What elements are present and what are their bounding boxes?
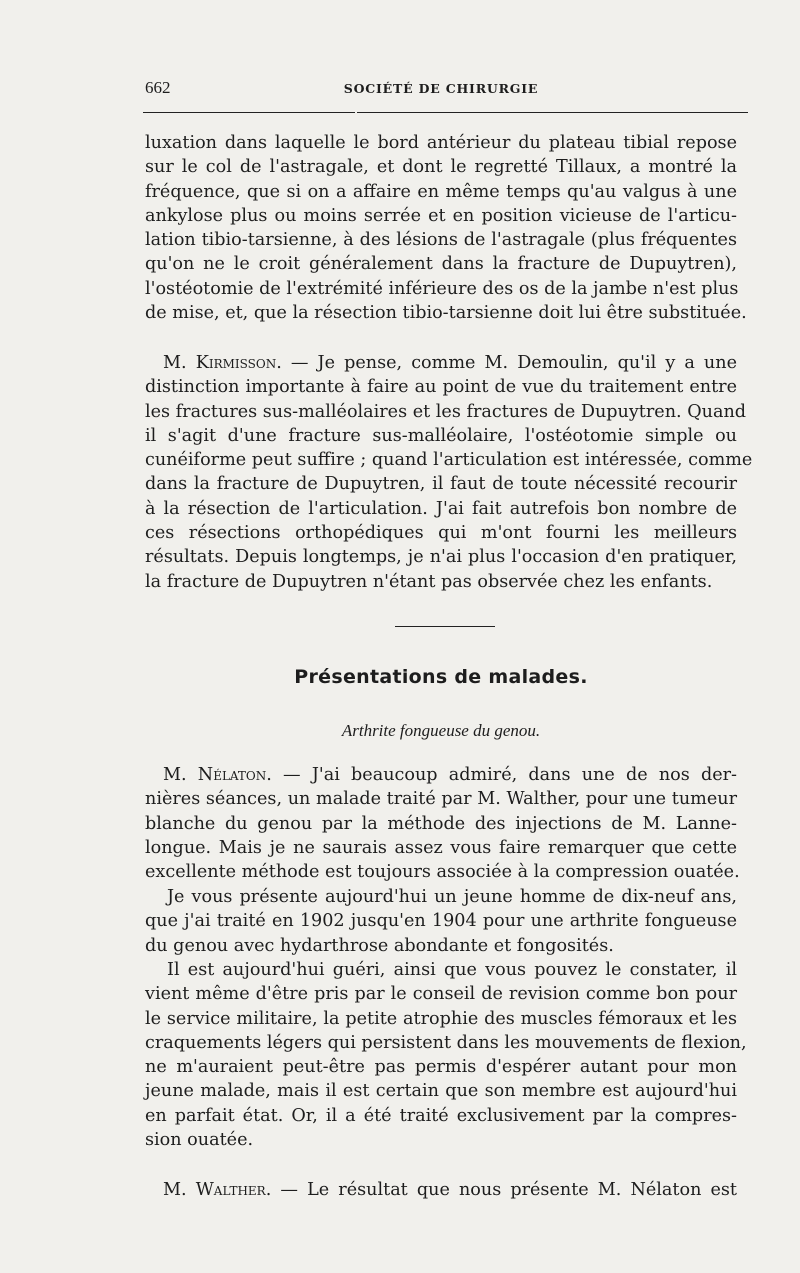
text-line: sur le col de l'astragale, et dont le regretté Tillaux, a montré la [145,157,737,178]
paragraph-kirmisson [145,351,753,594]
paragraph-result [145,958,747,1152]
text-line: Je vous présente aujourd'hui un jeune homme de dix-neuf ans, [167,887,737,907]
text-line: du genou avec hydarthrose abondante et fongosités. [145,935,614,956]
text-line: résultats. Depuis longtemps, je n'ai plus l'occasion d'en pratiquer, [145,547,737,568]
header-rule-right [357,112,748,113]
text-line: il s'agit d'une fracture sus-malléolaire, l'ostéotomie simple ou [145,425,737,446]
paragraph-patient [145,885,737,958]
paragraph-walther [145,1178,737,1202]
running-header [145,78,737,102]
header-rule-left [143,112,355,113]
text-line: luxation dans laquelle le bord antérieur du plateau tibial repose [145,133,737,153]
section-subtitle: Arthrite fongueuse du genou. [341,721,541,740]
text-fragment: . — Le résultat que nous présente M. Nélaton est [265,1180,738,1200]
text-line: jeune malade, mais il est certain que son membre est aujourd'hui [145,1081,737,1102]
text-line-first [145,351,737,375]
text-line: ces résections orthopédiques qui m'ont fourni les meilleurs [145,523,737,544]
text-line: que j'ai traité en 1902 jusqu'en 1904 pour une arthrite fongueuse [145,911,737,932]
text-line: excellente méthode est toujours associée à la compression ouatée. [145,862,740,883]
speaker-prefix: M. [163,1180,196,1200]
text-line: fréquence, que si on a affaire en même temps qu'au valgus à une [145,181,737,202]
text-line: le service militaire, la petite atrophie des muscles fémoraux et les [145,1008,737,1029]
text-line: cunéiforme peut suffire ; quand l'articulation est intéressée, comme [145,450,753,471]
text-line: ne m'auraient peut-être pas permis d'espérer autant pour mon [145,1057,737,1078]
text-line: à la résection de l'articulation. J'ai fait autrefois bon nombre de [145,498,737,519]
text-fragment: . — J'ai beaucoup admiré, dans une de nos der- [266,765,737,785]
text-line: nières séances, un malade traité par M. Walther, pour une tumeur [145,789,737,810]
text-line: l'ostéotomie de l'extrémité inférieure des os de la jambe n'est plus [145,278,739,299]
text-line: de mise, et, que la résection tibio-tarsienne doit lui être substituée. [145,303,747,324]
text-line: qu'on ne le croit généralement dans la fracture de Dupuytren), [145,254,737,275]
section-title: Présentations de malades. [294,666,588,688]
text-line: en parfait état. Or, il a été traité exclusivement par la compres- [145,1105,737,1126]
text-line-first [145,763,737,787]
text-line: longue. Mais je ne saurais assez vous faire remarquer que cette [145,837,737,858]
speaker-prefix: M. [163,765,198,785]
section-separator [395,626,495,627]
text-line: sion ouatée. [145,1130,254,1151]
text-line-first [145,1178,737,1202]
text-line: blanche du genou par la méthode des injections de M. Lanne- [145,813,737,834]
text-line: les fractures sus-malléolaires et les fractures de Dupuytren. Quand [145,401,747,422]
speaker-name: Kirmisson [195,353,277,373]
speaker-name: Nélaton [197,765,267,785]
text-line: craquements légers qui persistent dans les mouvements de flexion, [145,1032,747,1053]
text-line: dans la fracture de Dupuytren, il faut de toute nécessité recourir [145,474,737,495]
text-fragment: . — Je pense, comme M. Demoulin, qu'il y a une [276,353,737,373]
speaker-name: Walther [195,1180,266,1200]
paragraph-nelaton [145,763,740,884]
text-line: la fracture de Dupuytren n'étant pas observée chez les enfants. [145,571,713,592]
text-line: lation tibio-tarsienne, à des lésions de l'astragale (plus fréquentes [145,230,737,251]
paragraph-continuation [145,131,747,325]
page-number: 662 [145,78,171,97]
text-line: Il est aujourd'hui guéri, ainsi que vous pouvez le constater, il [167,960,737,980]
text-line: vient même d'être pris par le conseil de revision comme bon pour [145,984,737,1005]
text-line: ankylose plus ou moins serrée et en position vicieuse de l'articu- [145,205,737,226]
speaker-prefix: M. [163,353,196,373]
text-line: distinction importante à faire au point de vue du traitement entre [145,377,737,398]
running-title: SOCIÉTÉ DE CHIRURGIE [343,81,539,96]
